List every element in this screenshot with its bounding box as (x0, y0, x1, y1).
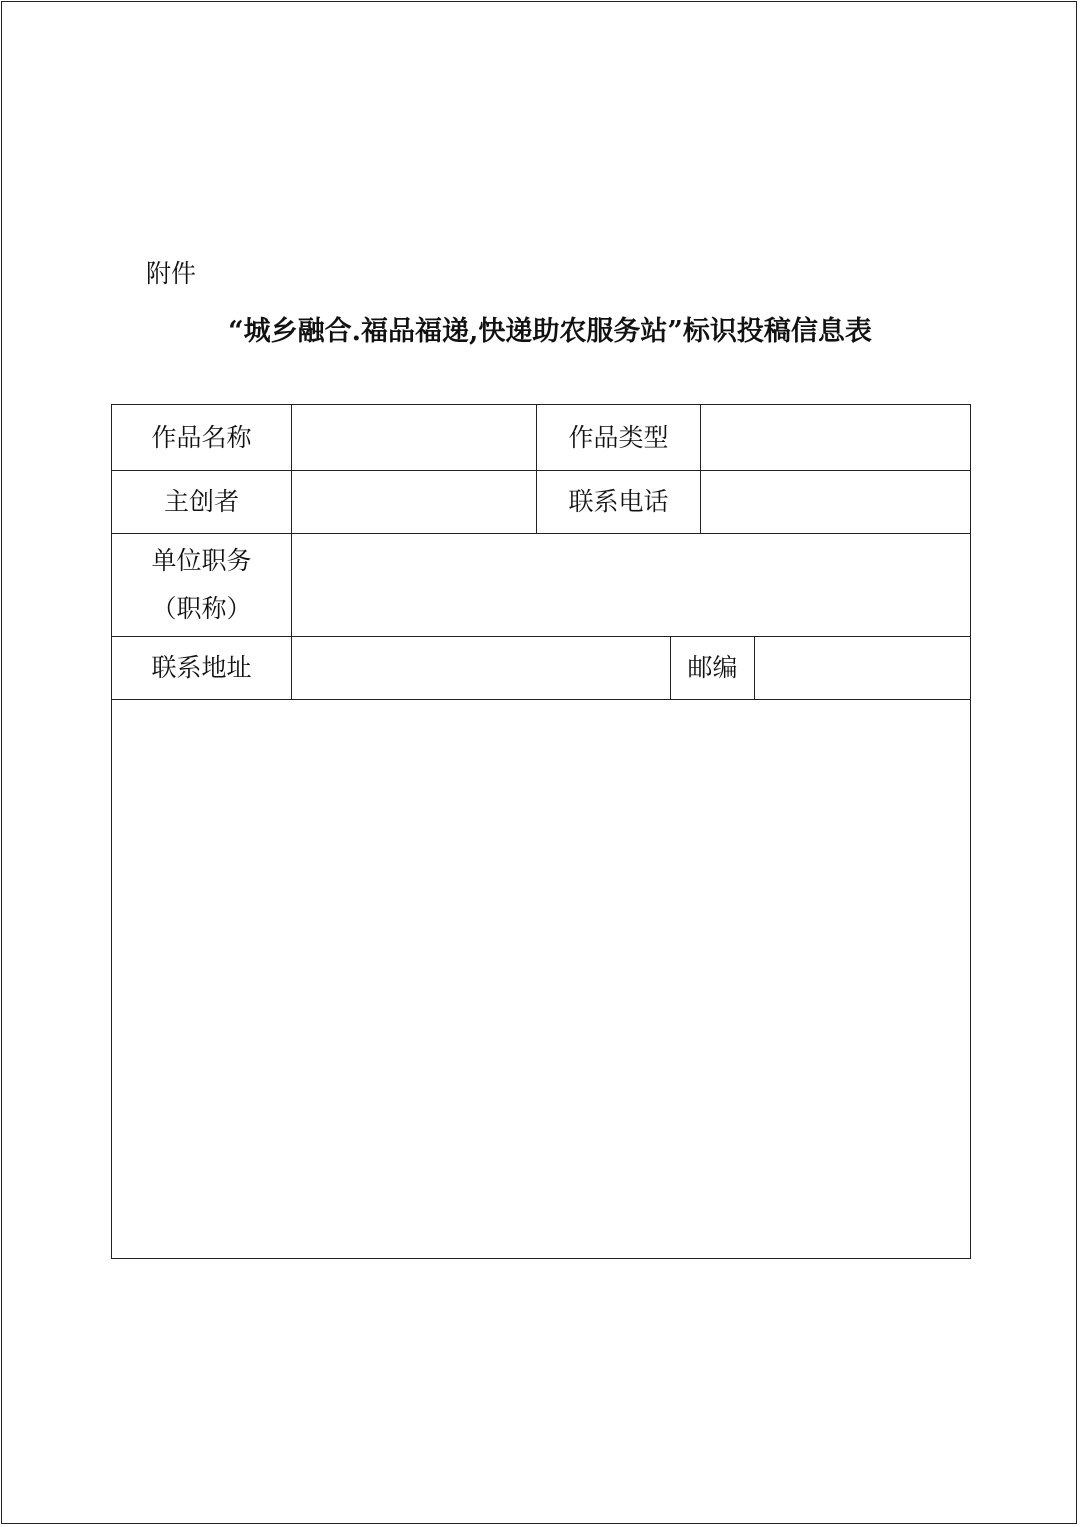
phone-field[interactable] (701, 471, 970, 533)
postcode-field[interactable] (755, 637, 970, 699)
creator-label: 主创者 (163, 487, 239, 516)
position-label-line1: 单位职务 (151, 546, 252, 575)
page-title: “城乡融合.福品福递,快递助农服务站”标识投稿信息表 (228, 316, 872, 347)
address-label: 联系地址 (151, 653, 252, 682)
phone-label: 联系电话 (568, 487, 669, 516)
position-label-line2: （职称） (151, 594, 252, 623)
attachment-label: 附件 (146, 259, 197, 288)
position-label (112, 534, 291, 636)
position-field[interactable] (292, 534, 970, 636)
artwork-submission-area[interactable] (112, 700, 970, 1258)
work-name-label: 作品名称 (151, 422, 252, 452)
creator-field[interactable] (292, 471, 536, 533)
work-type-field[interactable] (701, 405, 970, 470)
work-type-label: 作品类型 (568, 422, 669, 452)
postcode-label: 邮编 (687, 653, 738, 682)
work-name-field[interactable] (292, 405, 536, 470)
submission-form-table (111, 404, 971, 1259)
address-field[interactable] (292, 637, 670, 699)
